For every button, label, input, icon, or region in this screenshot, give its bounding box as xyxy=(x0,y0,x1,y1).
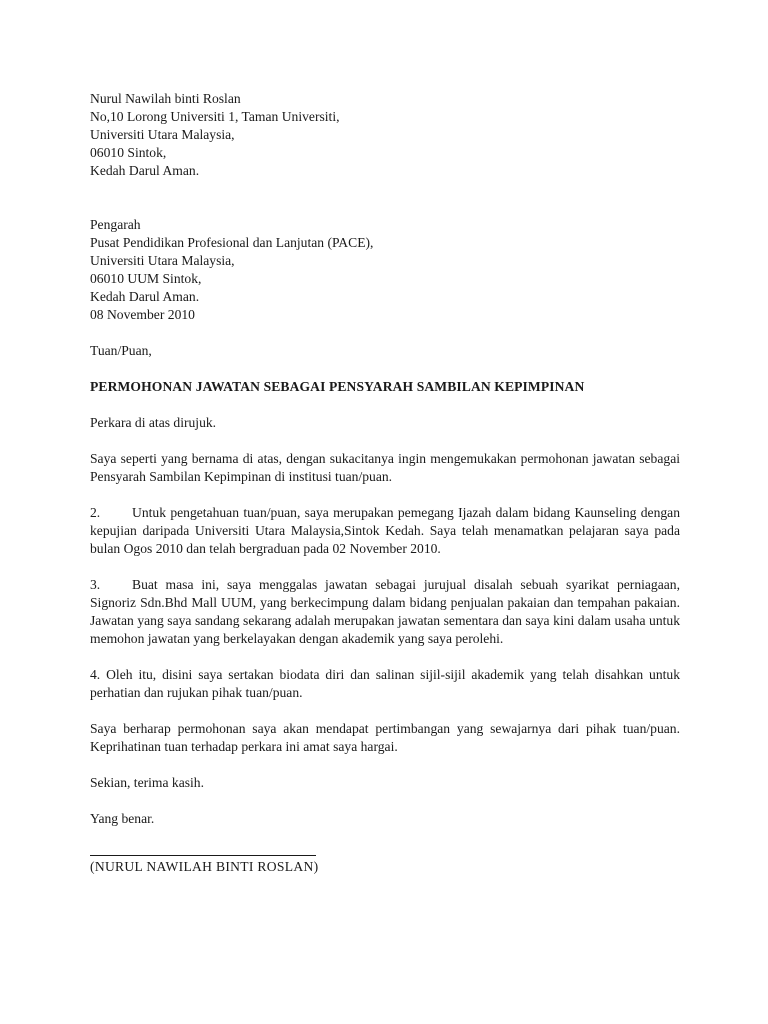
recipient-address-line: 06010 UUM Sintok, xyxy=(90,271,202,286)
recipient-address-line: Pusat Pendidikan Profesional dan Lanjutan (PACE), xyxy=(90,235,374,250)
sender-address-line: 06010 Sintok, xyxy=(90,145,167,160)
paragraph-4: 4. Oleh itu, disini saya sertakan biodata diri dan salinan sijil-sijil akademik yang telah disahkan untuk perhatian dan rujukan pihak tuan/puan. xyxy=(90,667,680,700)
closing-line: Sekian, terima kasih. xyxy=(90,775,205,790)
paragraph-5: Saya berharap permohonan saya akan mendapat pertimbangan yang sewajarnya dari pihak tuan/puan. Keprihatinan tuan terhadap perkara ini amat saya hargai. xyxy=(90,721,680,754)
sender-address-line: Universiti Utara Malaysia, xyxy=(90,127,235,142)
signature-line xyxy=(90,855,316,856)
paragraph-3 xyxy=(90,576,680,648)
sender-address xyxy=(90,90,680,180)
valediction: Yang benar. xyxy=(90,811,155,826)
signature-name: (NURUL NAWILAH BINTI ROSLAN) xyxy=(90,859,319,874)
salutation: Tuan/Puan, xyxy=(90,343,152,358)
paragraph-number: 3. xyxy=(90,577,101,592)
sender-address-line: No,10 Lorong Universiti 1, Taman Universiti, xyxy=(90,109,340,124)
recipient-address-line: Universiti Utara Malaysia, xyxy=(90,253,235,268)
letter-date: 08 November 2010 xyxy=(90,307,195,322)
paragraph-1: Saya seperti yang bernama di atas, dengan sukacitanya ingin mengemukakan permohonan jawatan sebagai Pensyarah Sambilan Kepimpinan di institusi tuan/puan. xyxy=(90,451,680,484)
sender-name: Nurul Nawilah binti Roslan xyxy=(90,91,241,106)
letter-page xyxy=(90,90,680,876)
paragraph-text: Untuk pengetahuan tuan/puan, saya merupakan pemegang Ijazah dalam bidang Kaunseling dengan kepujian daripada Universiti Utara Malaysia,Sintok Kedah. Saya telah menamatkan pelajaran saya pada bulan Ogos 2010 dan telah bergraduan pada 02 November 2010. xyxy=(90,505,680,556)
recipient-address-line: Kedah Darul Aman. xyxy=(90,289,200,304)
recipient-address xyxy=(90,216,680,324)
sender-address-line: Kedah Darul Aman. xyxy=(90,163,200,178)
subject-heading: PERMOHONAN JAWATAN SEBAGAI PENSYARAH SAMBILAN KEPIMPINAN xyxy=(90,379,585,394)
reference-line: Perkara di atas dirujuk. xyxy=(90,415,217,430)
recipient-title: Pengarah xyxy=(90,217,141,232)
paragraph-2 xyxy=(90,504,680,558)
paragraph-text: Buat masa ini, saya menggalas jawatan sebagai jurujual disalah sebuah syarikat perniagaan, Signoriz Sdn.Bhd Mall UUM, yang berkecimpung dalam bidang penjualan pakaian dan tempahan pakaian. Jawatan yang saya sandang sekarang adalah merupakan jawatan sementara dan saya kini dalam usaha untuk memohon jawatan yang berkelayakan dengan akademik yang saya perolehi. xyxy=(90,577,680,646)
paragraph-number: 2. xyxy=(90,505,101,520)
